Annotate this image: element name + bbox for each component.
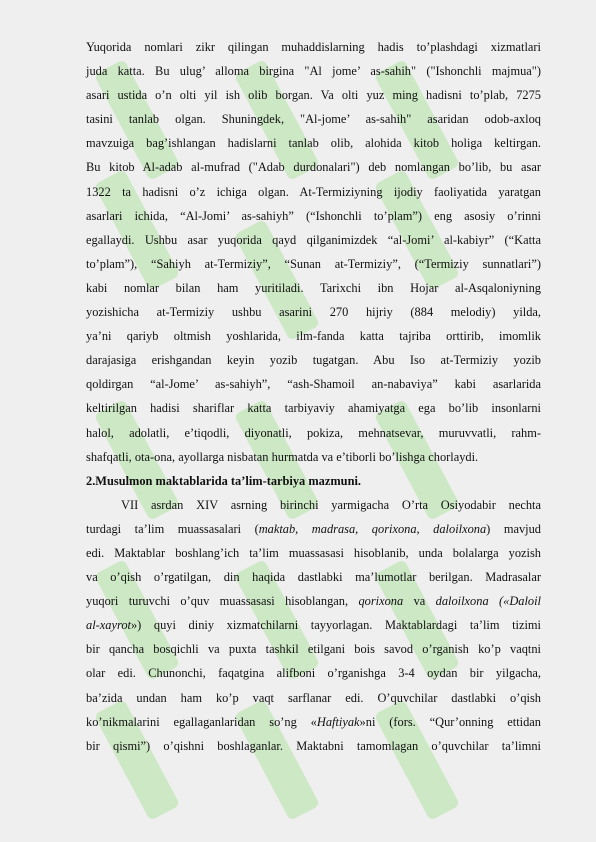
text-line: yozishicha at-Termiziy ushbu asarini 270 hijriy (884 melodiy) yilda, (86, 305, 541, 320)
text-line: shafqatli, ota-ona, ayollarga nisbatan hurmatda va e’tiborli bo’lishga chorlaydi. (86, 449, 479, 464)
text-line: to’plam”), “Sahiyh at-Termiziy”, “Sunan at-Termiziy”, (“Termiziy sunnatlari”) (86, 256, 541, 271)
text-run: va (403, 594, 436, 609)
text-line (86, 517, 541, 541)
text-line: edi. Maktablar boshlang’ich ta’lim muassasasi hisoblanib, unda bolalarga yozish (86, 545, 541, 560)
text-line (86, 589, 541, 613)
italic-text: qorixona (358, 594, 404, 609)
text-line: qoldirgan “al-Jome’ as-sahiyh”, “ash-Shamoil an-nabaviya” kabi asarlarida (86, 377, 541, 392)
text-run: ko’nikmalarini egallaganlaridan so’ng « (86, 714, 317, 729)
text-line: ya’ni qariyb oltmish yoshlarida, ilm-fanda katta tajriba orttirib, imomlik (86, 329, 541, 344)
text-line: bir qancha bosqichli va puxta tashkil etilgani bois savod o’rganish ko’p vaqtni (86, 642, 541, 657)
text-line: asarlari ichida, “Al-Jomi’ as-sahiyh” (“Ishonchli to’plam”) eng asosiy o’rinni (86, 208, 541, 223)
text-run: yuqori turuvchi o’quv muassasasi hisoblangan, (86, 594, 359, 609)
text-line: Yuqorida nomlari zikr qilingan muhaddislarning hadis to’plashdagi xizmatlari (86, 40, 541, 54)
text-line: egallaydi. Ushbu asar yuqorida qayd qilganimizdek “al-Jomi’ al-kabiyr” (“Katta (86, 232, 541, 247)
text-line: asari ustida o’n olti yil ish olib borgan. Va olti yuz ming hadisni to’plab, 7275 (86, 88, 541, 103)
text-line: olar edi. Chunonchi, faqatgina alifboni o’rganishga 3-4 oydan bir yilgacha, (86, 666, 541, 681)
italic-text: daloilxona («Daloil (435, 594, 541, 609)
text-line: va o’qish o’rgatilgan, din haqida dastlabki ma’lumotlar berilgan. Madrasalar (86, 570, 541, 585)
text-line: Bu kitob Al-adab al-mufrad ("Adab durdonalari") deb nomlangan bo’lib, bu asar (86, 160, 541, 175)
text-run: »ni (fors. “Qur’onning ettidan (359, 714, 541, 729)
text-run: turdagi ta’lim muassasalari ( (86, 521, 259, 536)
text-line: mavzuiga bag’ishlangan hadislarni tanlab olib, alohida kitob holiga keltirgan. (86, 136, 541, 151)
text-line: keltirilgan hadisi shariflar katta tarbiyaviy ahamiyatga ega bo’lib insonlarni (86, 401, 541, 416)
text-line: 1322 ta hadisni o’z ichiga olgan. At-Termiziyning ijodiy faoliyatida yaratgan (86, 184, 541, 199)
text-line: kabi nomlar bilan ham yuritiladi. Tarixchi ibn Hojar al-Asqaloniyning (86, 280, 541, 295)
text-line: tasini tanlab olgan. Shuningdek, "Al-jome’ as-sahih" asaridan odob-axloq (86, 112, 541, 127)
text-line (86, 710, 541, 734)
text-line: VII asrdan XIV asrning birinchi yarmigacha O’rta Osiyodabir nechta (121, 497, 541, 512)
text-line: ba’zida undan ham ko’p vaqt sarflanar edi. O’quvchilar dastlabki o’qish (86, 690, 541, 705)
text-line (86, 613, 541, 637)
text-line: darajasiga erishgandan keyin yozib tugatgan. Abu Iso at-Termiziy yozib (86, 353, 541, 368)
body-text (86, 35, 541, 758)
text-line: juda katta. Bu ulug’ alloma birgina "Al jome’ as-sahih" ("Ishonchli majmua") (86, 64, 541, 79)
italic-text: Haftiyak (316, 714, 360, 729)
text-run: ) mavjud (486, 521, 541, 536)
text-line: halol, adolatli, e’tiqodli, diyonatli, pokiza, mehnatsevar, muruvvatli, rahm- (86, 425, 541, 440)
italic-text: maktab, madrasa, qorixona, daloilxona (258, 521, 487, 536)
section-heading: 2.Musulmon maktablarida ta’lim-tarbiya mazmuni. (86, 473, 362, 488)
text-line: bir qismi”) o’qishni boshlaganlar. Maktabni tamomlagan o’quvchilar ta’limni (86, 738, 541, 753)
text-run: ») quyi diniy xizmatchilarni tayyorlagan. Maktablardagi ta’lim tizimi (130, 618, 541, 633)
italic-text: al-xayrot (86, 618, 131, 633)
